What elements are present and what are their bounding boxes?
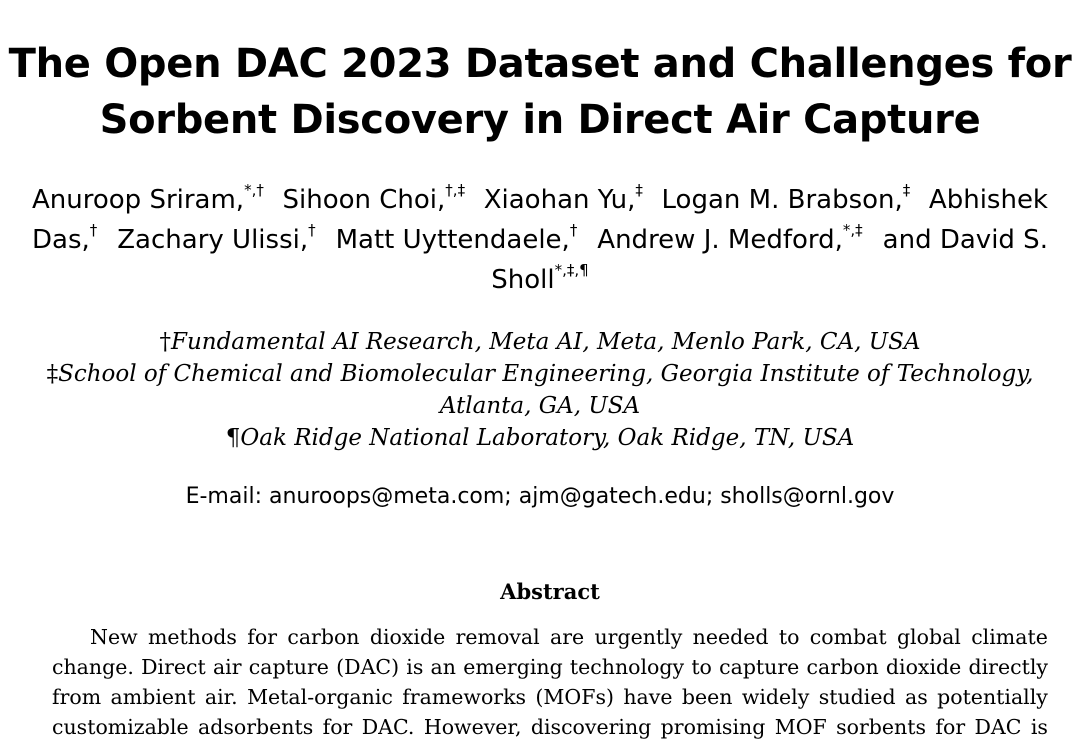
- affiliation-ornl: ¶Oak Ridge National Laboratory, Oak Ridge, TN, USA: [225, 425, 855, 451]
- abstract-body: [52, 622, 1048, 742]
- abstract-word: carbon: [287, 625, 360, 649]
- abstract-word: for: [935, 715, 966, 739]
- abstract-line: [52, 712, 1048, 742]
- abstract-word: Direct: [141, 655, 206, 679]
- abstract-word: from: [52, 685, 102, 709]
- abstract-word: (DAC): [336, 655, 400, 679]
- author: Logan M. Brabson,‡: [661, 181, 911, 215]
- affiliation-georgia-tech: ‡School of Chemical and Biomolecular Engineering, Georgia Institute of Technology,: [46, 361, 1034, 387]
- abstract-word: However,: [423, 715, 522, 739]
- author: Abhishek: [928, 185, 1048, 215]
- affiliations: [0, 326, 1080, 454]
- abstract-word: capture: [719, 655, 800, 679]
- author: Sihoon Choi,†,‡: [282, 181, 466, 215]
- author-list: [32, 180, 1048, 300]
- abstract-word: ambient: [110, 685, 196, 709]
- author: Anuroop Sriram,*,†: [32, 181, 264, 215]
- author: Das,†: [32, 221, 98, 255]
- abstract-word: for: [322, 715, 353, 739]
- abstract-word: adsorbents: [198, 715, 314, 739]
- title-line-2: Sorbent Discovery in Direct Air Capture: [99, 97, 981, 143]
- abstract-word: (MOFs): [535, 685, 614, 709]
- author-line-3: [32, 260, 1048, 300]
- abstract-word: Metal-organic: [247, 685, 393, 709]
- abstract-word: carbon: [806, 655, 879, 679]
- abstract-heading: Abstract: [500, 579, 600, 604]
- abstract-word: air.: [204, 685, 238, 709]
- abstract-word: global: [896, 625, 961, 649]
- abstract-word: change.: [52, 655, 134, 679]
- abstract-word: dioxide: [885, 655, 962, 679]
- abstract-word: MOF: [774, 715, 827, 739]
- abstract-word: is: [1030, 715, 1048, 739]
- abstract-word: have: [623, 685, 673, 709]
- abstract-word: removal: [455, 625, 540, 649]
- abstract-word: dioxide: [369, 625, 446, 649]
- abstract-word: directly: [968, 655, 1048, 679]
- author: Xiaohan Yu,‡: [483, 181, 643, 215]
- author: Sholl*,‡,¶: [491, 261, 589, 295]
- abstract-word: an: [430, 655, 456, 679]
- abstract-word: DAC.: [361, 715, 415, 739]
- abstract-word: sorbents: [836, 715, 927, 739]
- abstract-line: [52, 652, 1048, 682]
- abstract-line: [52, 622, 1048, 652]
- abstract-word: to: [691, 655, 712, 679]
- author-line-2: [32, 220, 1048, 260]
- affiliation-meta: †Fundamental AI Research, Meta AI, Meta, Menlo Park, CA, USA: [159, 329, 921, 355]
- author: and David S.: [882, 225, 1048, 255]
- abstract-word: are: [549, 625, 585, 649]
- abstract-word: air: [212, 655, 242, 679]
- contact-email: E-mail: anuroops@meta.com; ajm@gatech.edu; sholls@ornl.gov: [185, 484, 895, 509]
- abstract-word: discovering: [530, 715, 652, 739]
- abstract-word: needed: [692, 625, 769, 649]
- abstract-word: been: [681, 685, 733, 709]
- author: Zachary Ulissi,†: [117, 221, 316, 255]
- abstract-word: DAC: [974, 715, 1022, 739]
- abstract-word: to: [778, 625, 800, 649]
- abstract-word: promising: [660, 715, 766, 739]
- abstract-word: technology: [569, 655, 685, 679]
- author: Matt Uyttendaele,†: [335, 221, 578, 255]
- abstract-word: emerging: [463, 655, 563, 679]
- abstract-word: is: [406, 655, 424, 679]
- abstract-word: studied: [818, 685, 896, 709]
- abstract-word: capture: [248, 655, 329, 679]
- abstract-word: widely: [741, 685, 810, 709]
- abstract-word: as: [904, 685, 928, 709]
- abstract-line: [52, 682, 1048, 712]
- abstract-word: urgently: [594, 625, 683, 649]
- abstract-word: combat: [809, 625, 887, 649]
- abstract-word: frameworks: [402, 685, 527, 709]
- author-line-1: [32, 180, 1048, 220]
- author: Andrew J. Medford,*,‡: [597, 221, 863, 255]
- affiliation-georgia-tech-continuation: Atlanta, GA, USA: [439, 393, 641, 419]
- abstract-word: methods: [147, 625, 237, 649]
- abstract-word: potentially: [937, 685, 1048, 709]
- abstract-word: New: [90, 625, 138, 649]
- title-line-1: The Open DAC 2023 Dataset and Challenges for: [8, 41, 1072, 87]
- abstract-word: for: [247, 625, 278, 649]
- abstract-word: climate: [971, 625, 1048, 649]
- paper-title: [0, 36, 1080, 148]
- abstract-word: customizable: [52, 715, 189, 739]
